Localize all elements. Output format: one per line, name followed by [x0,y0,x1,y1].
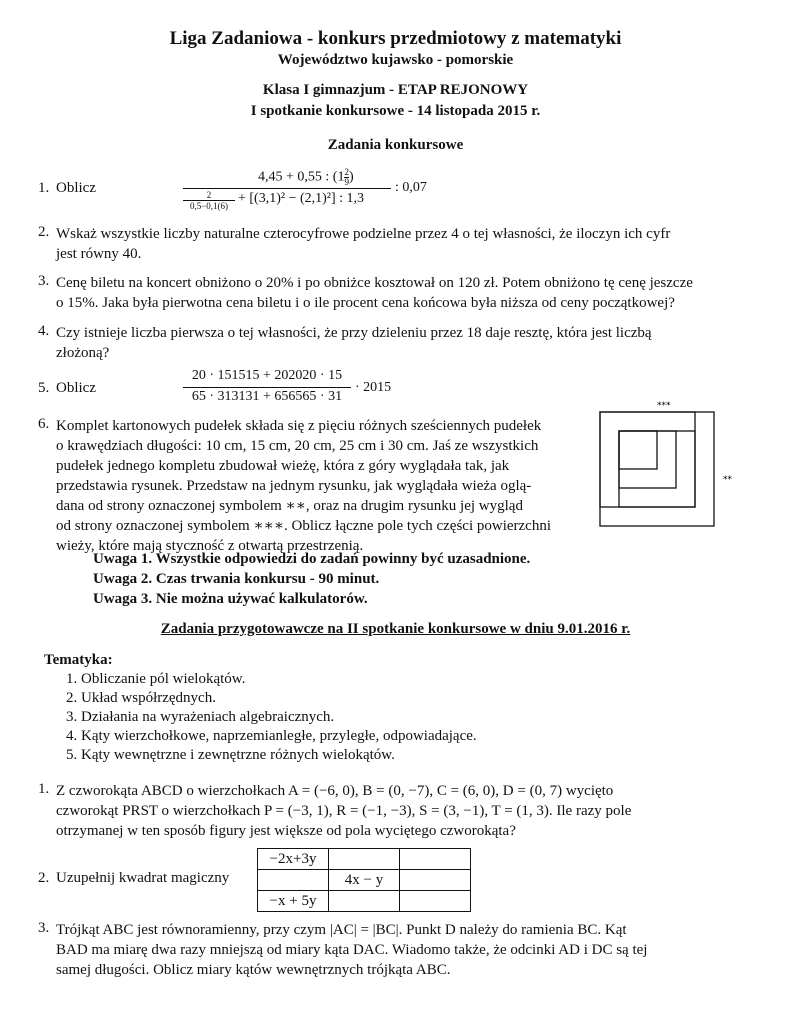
task2-text: Wskaż wszystkie liczby naturalne czterocyfrowe podzielne przez 4 o tej własności, że iloczyn ich cyfr jest równy 40. [56,226,671,262]
note-2: Uwaga 2. Czas trwania konkursu - 90 minut. [93,571,380,587]
task5-number: 5. [38,380,50,396]
meeting-date-line: I spotkanie konkursowe - 14 listopada 2015 r. [250,103,541,119]
contest-section-title: Zadania konkursowe [327,137,464,153]
magic-cell: 4x − y [329,870,400,891]
magic-cell [329,849,400,870]
box-15cm [619,431,676,488]
page-title: Liga Zadaniowa - konkurs przedmiotowy z matematyki [169,28,622,49]
note-3: Uwaga 3. Nie można używać kalkulatorów. [93,591,368,607]
prep-task3-number: 3. [38,920,50,936]
magic-square-grid [257,848,471,912]
tower-top-view-figure [595,396,745,536]
task5-denominator: 65 · 313131 + 656565 · 31 [191,389,343,404]
prep-task2-label: Uzupełnij kwadrat magiczny [56,870,230,886]
prep-task1-number: 1. [38,781,50,797]
task5-tail: · 2015 [355,380,392,395]
task5-fraction-bar [183,387,351,388]
box-25cm [600,412,695,507]
task3-number: 3. [38,273,50,289]
region-subtitle: Województwo kujawsko - pomorskie [277,52,514,68]
task3-text: Cenę biletu na koncert obniżono o 20% i po obniżce kosztował on 120 zł. Potem obniżono tę cenę jeszcze o 15%. Jaka była pierwotna cena biletu i o ile procent cena końcowa była niższa od ceny początkowej? [56,275,693,311]
magic-cell: −x + 5y [258,891,329,912]
task5-label: Oblicz [56,380,96,396]
box-10cm [619,431,657,469]
magic-cell [400,849,471,870]
topic-item: 2. Układ współrzędnych. [66,690,216,706]
prep-task3-text: Trójkąt ABC jest równoramienny, przy czym |AC| = |BC|. Punkt D należy do ramienia BC. Kąt BAD ma miarę dwa razy mniejszą od miary kąta DAC. Wiadomo także, że odcinki AD i DC są tej samej długości. Oblicz miary kątów wewnętrznych trójkąta ABC. [56,922,648,978]
magic-cell [400,891,471,912]
magic-cell: −2x+3y [258,849,329,870]
prep-task1-text: Z czworokąta ABCD o wierzchołkach A = (−6, 0), B = (0, −7), C = (6, 0), D = (0, 7) wycięto czworokąt PRST o wierzchołkach P = (−3, 1), R = (−1, −3), S = (3, −1), T = (1, 3). Ile razy pole otrzymanej w ten sposób figury jest większe od pola wyciętego czworokąta? [56,783,632,839]
task4-number: 4. [38,323,50,339]
task1-label: Oblicz [56,180,96,196]
task4-text: Czy istnieje liczba pierwsza o tej własności, że przy dzieleniu przez 18 daje resztę, która jest liczbą złożoną? [56,325,652,361]
prep-section-title: Zadania przygotowawcze na II spotkanie konkursowe w dniu 9.01.2016 r. [160,621,631,637]
topic-item: 1. Obliczanie pól wielokątów. [66,671,246,687]
task1-fraction-bar [183,188,391,189]
topics-heading: Tematyka: [44,652,113,668]
task1-denominator-rest: + [(3,1)² − (2,1)²] : 1,3 [238,191,365,206]
task1-number: 1. [38,180,50,196]
task1-numerator: 4,45 + 0,55 : (1 $\frac{2}{9}$ ) [258,167,354,187]
figure-label-right: ** [723,475,732,485]
task6-text: Komplet kartonowych pudełek składa się z pięciu różnych sześciennych pudełek o krawędziach długości: 10 cm, 15 cm, 20 cm, 25 cm i 30 cm. Jaś ze wszystkich pudełek jednego kompletu zbudował wieżę, która z góry wyglądała tak, jak przedstawia rysunek. Przedstaw na jednym rysunku, jak wyglądała wieża oglą- dana od strony oznaczonej symbolem ∗∗, oraz na drugim rysunku jej wygląd od strony oznaczonej symbolem ∗∗∗. Oblicz łączne pole tych części powierzchni wieży, które mają styczność z otwartą przestrzenią. [56,418,551,554]
class-stage-line: Klasa I gimnazjum - ETAP REJONOWY [262,82,529,98]
topic-item: 5. Kąty wewnętrzne i zewnętrzne różnych wielokątów. [66,747,395,763]
task2-number: 2. [38,224,50,240]
topic-item: 4. Kąty wierzchołkowe, naprzemianległe, przyległe, odpowiadające. [66,728,477,744]
task6-number: 6. [38,416,50,432]
magic-cell [329,891,400,912]
task5-numerator: 20 · 151515 + 202020 · 15 [191,368,343,383]
figure-label-top: *** [657,401,671,411]
magic-cell [258,870,329,891]
magic-cell [400,870,471,891]
note-1: Uwaga 1. Wszystkie odpowiedzi do zadań powinny być uzasadnione. [93,551,531,567]
task1-small-fraction: 2 0,5−0,1(6) [183,190,235,211]
prep-task2-number: 2. [38,870,50,886]
topic-item: 3. Działania na wyrażeniach algebraicznych. [66,709,335,725]
task1-tail: : 0,07 [395,180,427,195]
